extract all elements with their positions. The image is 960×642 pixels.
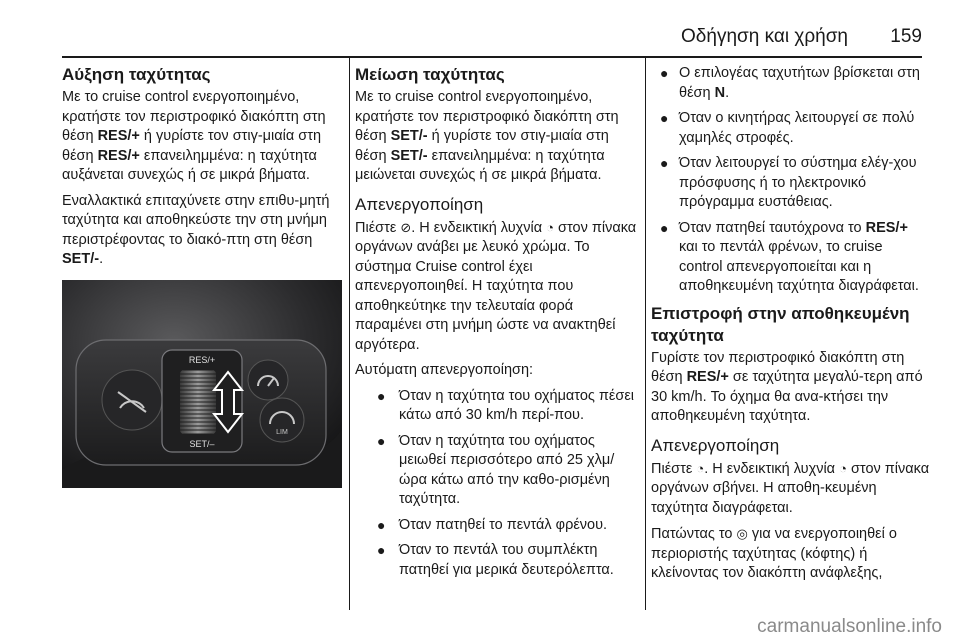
bullet-list — [651, 64, 930, 297]
page-number: 159 — [890, 26, 922, 47]
paragraph: Πιέστε ◔. Η ενδεικτική λυχνία ◔ στον πίνακα οργάνων σβήνει. Η αποθη-κευμένη ταχύτητα διαγράφεται. — [651, 460, 930, 516]
paragraph: Με το cruise control ενεργοποιημένο, κρατήστε τον περιστροφικό διακόπτη στη θέση RES/+ ή γυρίστε τον στιγ-μιαία στη θέση RES/+ επανειλημμένα: η ταχύτητα αυξάνεται συνεχώς ή σε μικρά βήματα. — [62, 89, 326, 183]
list-item: ● Ο επιλογέας ταχυτήτων βρίσκεται στη θέση N. — [660, 65, 920, 101]
paragraph: Πιέστε ⊘. Η ενδεικτική λυχνία ◔ στον πίνακα οργάνων ανάβει με λευκό χρώμα. Το σύστημα Cruise control έχει απενεργοποιηθεί. Η ταχύτητα που αποθηκεύτηκε την τελευταία φορά παραμένει στη μνήμη ώστε να ανακτηθεί αργότερα. — [355, 219, 637, 353]
subheading-deactivation: Απενεργοποίηση — [651, 435, 780, 455]
list-item: ● Όταν λειτουργεί το σύστημα ελέγ-χου πρόσφυσης ή το ηλεκτρονικό πρόγραμμα ευστάθειας. — [660, 155, 917, 210]
cruise-control-button-icon: ◔ — [696, 460, 705, 476]
watermark: carmanualsonline.info — [757, 616, 942, 637]
steering-wheel-controls-illustration — [62, 280, 342, 488]
paragraph: Με το cruise control ενεργοποιημένο, κρατήστε τον περιστροφικό διακόπτη στη θέση SET/- ή γυρίστε τον στιγ-μιαία στη θέση SET/- επανειλημμένα: η ταχύτητα μειώνεται συνεχώς ή σε μικρά βήματα. — [355, 89, 619, 183]
column-2 — [355, 64, 638, 586]
list-item: ● Όταν ο κινητήρας λειτουργεί σε πολύ χαμηλές στροφές. — [660, 110, 915, 146]
column-1 — [62, 64, 342, 488]
list-item: ● Όταν το πεντάλ του συμπλέκτη πατηθεί για μερικά δευτερόλεπτα. — [377, 542, 614, 578]
column-divider-2 — [645, 58, 646, 610]
paragraph: Αυτόματη απενεργοποίηση: — [355, 362, 534, 378]
speed-limiter-icon: ◎ — [736, 526, 748, 541]
list-item: ● Όταν πατηθεί ταυτόχρονα το RES/+ και το πεντάλ φρένων, το cruise control απενεργοποιείται και η αποθηκευμένη ταχύτητα διαγράφεται. — [660, 219, 919, 294]
cruise-cancel-icon: ⊘ — [400, 219, 412, 235]
column-divider-1 — [349, 58, 350, 610]
page-header — [0, 0, 960, 56]
steering-wheel-controls-photo — [62, 280, 342, 488]
set-label: SET/– — [189, 438, 215, 449]
paragraph: Εναλλακτικά επιταχύνετε στην επιθυ-μητή ταχύτητα και αποθηκεύστε την στη μνήμη περιστρέφοντας το διακό-πτη στη θέση SET/-. — [62, 192, 330, 267]
section-heading-resume-speed: Επιστροφή στην αποθηκευμένη ταχύτητα — [651, 303, 910, 345]
column-3 — [651, 64, 930, 590]
section-heading-increase-speed: Αύξηση ταχύτητας — [62, 65, 211, 84]
paragraph: Γυρίστε τον περιστροφικό διακόπτη στη θέση RES/+ σε ταχύτητα μεγαλύ-τερη από 30 km/h. Το όχημα θα ανα-κτήσει την αποθηκευμένη ταχύτητα. — [651, 349, 923, 424]
res-label: RES/+ — [188, 354, 216, 365]
bullet-list — [355, 387, 638, 581]
paragraph: Πατώντας το ◎ για να ενεργοποιηθεί ο περιοριστής ταχύτητας (κόφτης) ή κλείνοντας τον διακόπτη ανάφλεξης, — [651, 526, 897, 581]
header-title: Οδήγηση και χρήση — [681, 26, 848, 47]
cruise-control-lamp-icon: ◔ — [546, 219, 554, 235]
list-item: ● Όταν η ταχύτητα του οχήματος μειωθεί περισσότερο από 25 χλμ/ώρα κάτω από την καθο-ρισμένη ταχύτητα. — [377, 432, 615, 507]
subheading-deactivation: Απενεργοποίηση — [355, 194, 484, 214]
section-heading-decrease-speed: Μείωση ταχύτητας — [355, 65, 505, 84]
list-item: ● Όταν πατηθεί το πεντάλ φρένου. — [377, 516, 608, 533]
header-rule — [62, 56, 922, 58]
cruise-control-lamp-icon: ◔ — [839, 460, 847, 476]
lim-label: LIM — [276, 428, 288, 436]
list-item: ● Όταν η ταχύτητα του οχήματος πέσει κάτω από 30 km/h περί-που. — [377, 387, 635, 423]
